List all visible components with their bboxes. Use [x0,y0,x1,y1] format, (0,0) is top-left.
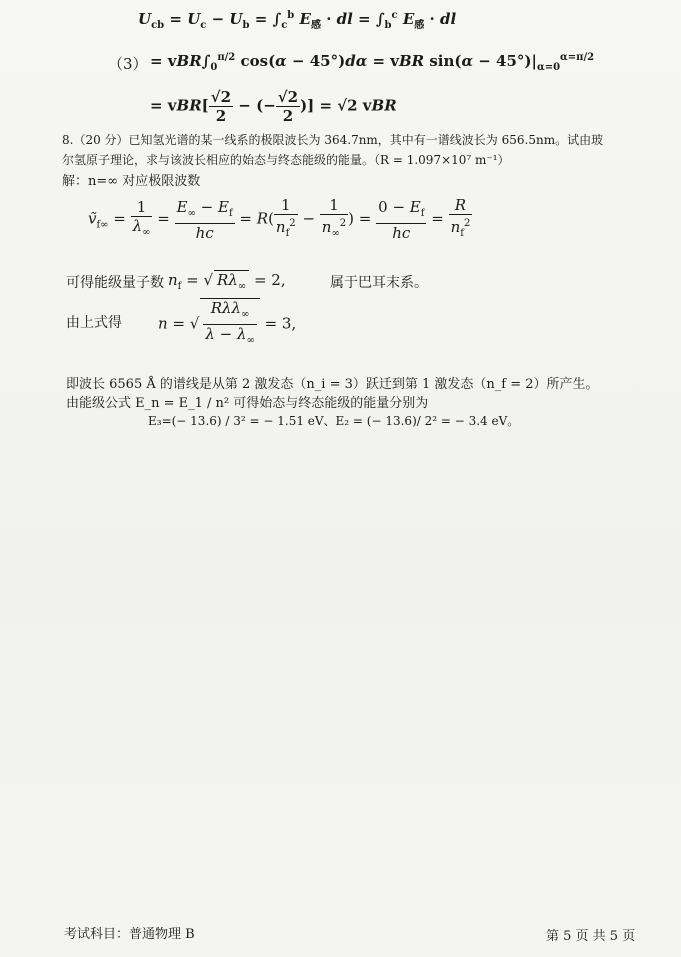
equation-nf: $n_f$ = √ $R\lambda_\infty = 2$, [168,271,286,292]
conclusion-line1: 即波长 6565 Å 的谱线是从第 2 激发态（n_i = 3）跃迁到第 1 激发态（n_f = 2）所产生。 [66,377,599,392]
equation-wavenumber: ṽ$_{f\infty}$ = $\frac{1}{\lambda_\infty}$ = $\frac{E_\infty - E_f}{hc}$ = R( $\frac{1}{n_f^2}$ − $\frac{1}{n_\infty^2}$ ) = $\frac{0 - E_f}{hc}$ = $\frac{R}{n_f^2}$ [88,196,471,242]
n-text: 由上式得 [66,315,122,331]
equation-integral: = $vBR\int_0^{\pi/2}$ cos(α − 45°)dα = vBR $\sin(\alpha - 45^\circ)|_{\alpha=0}^{\alpha=\pi/2}$ [150,52,595,73]
solution-heading: 解：n=∞ 对应极限波数 [62,174,201,189]
footer-page-number: 第 5 页 共 5 页 [546,929,636,944]
equation-result: = vBR[ $\frac{√2}{2}$ − (− $\frac{√2}{2}$ )] = √2 vBR [150,88,397,125]
balmer-series-text: 属于巴耳末系。 [330,275,428,291]
problem8-line1: 8.（20 分）已知氢光谱的某一线系的极限波长为 364.7nm，其中有一谱线波长为 656.5nm。试由玻 [62,133,604,147]
problem8-line2: 尔氢原子理论，求与该波长相应的始态与终态能级的能量。（R = 1.097×10⁷ m⁻¹） [62,153,510,167]
footer-subject: 考试科目：普通物理 B [64,927,195,942]
energy-values: E₃=(− 13.6) / 3² = − 1.51 eV、E₂ = (− 13.6)/ 2² = − 3.4 eV。 [148,414,520,428]
equation-n: n = √ $\frac{R\lambda\lambda_\infty}{\lambda - \lambda_\infty}$ = 3, [158,298,296,350]
equation-ucb: $U_{cb} = U_c - U_b = \int_c^b$ $E_感$ · dl = $\int_b^c$ $E_感$ · dl [138,10,457,31]
part3-label: （3） [108,55,148,73]
conclusion-line2: 由能级公式 E_n = E_1 / n² 可得始态与终态能级的能量分别为 [66,396,429,411]
nf-text: 可得能级量子数 [66,275,164,291]
